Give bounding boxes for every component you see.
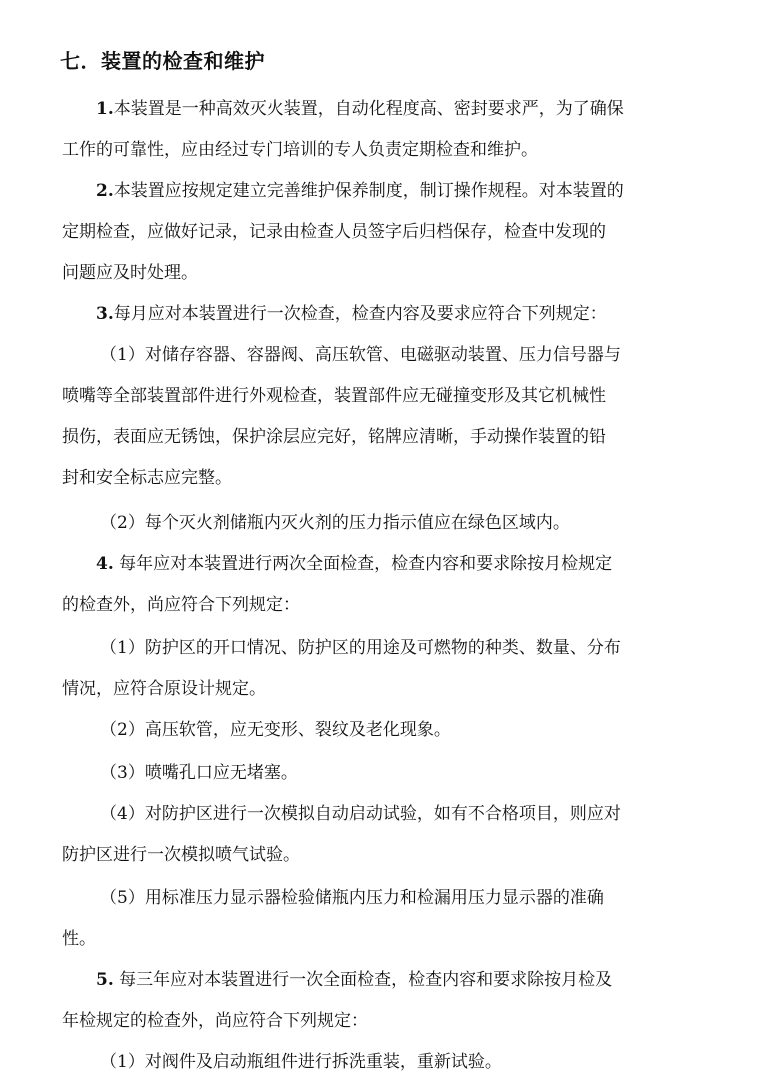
item-5-number: 5. [96, 970, 114, 990]
item-4-sub-2: （2）高压软管，应无变形、裂纹及老化现象。 [100, 720, 451, 740]
item-2-line-3: 问题应及时处理。 [62, 263, 198, 283]
item-1-number: 1. [96, 99, 114, 119]
item-5-text: 每三年应对本装置进行一次全面检查，检查内容和要求除按月检及 [113, 970, 613, 990]
item-4-sub-5-line-2: 性。 [62, 929, 96, 949]
item-5-line-1 [96, 967, 612, 993]
item-4-number: 4. [96, 554, 114, 574]
item-4-sub-1-line-2: 情况，应符合原设计规定。 [62, 679, 266, 699]
item-4-line-2: 的检查外，尚应符合下列规定： [62, 595, 300, 615]
item-4-line-1 [96, 551, 612, 577]
item-1-line-1 [96, 96, 624, 122]
item-4-sub-5-line-1: （5）用标准压力显示器检验储瓶内压力和检漏用压力显示器的准确 [100, 888, 604, 908]
item-4-text: 每年应对本装置进行两次全面检查，检查内容和要求除按月检规定 [113, 554, 613, 574]
item-2-text: 本装置应按规定建立完善维护保养制度，制订操作规程。对本装置的 [113, 181, 624, 201]
item-3-sub-1-line-4: 封和安全标志应完整。 [62, 468, 232, 488]
item-3-text: 每月应对本装置进行一次检查，检查内容及要求应符合下列规定： [113, 304, 607, 324]
item-2-number: 2. [96, 181, 114, 201]
item-5-sub-1: （1）对阀件及启动瓶组件进行拆洗重装，重新试验。 [100, 1052, 502, 1072]
item-3-number: 3. [96, 304, 114, 324]
item-4-sub-4-line-1: （4）对防护区进行一次模拟自动启动试验，如有不合格项目，则应对 [100, 804, 621, 824]
item-2-line-1 [96, 178, 624, 204]
item-3-line-1 [96, 301, 607, 327]
item-4-sub-4-line-2: 防护区进行一次模拟喷气试验。 [62, 845, 300, 865]
item-3-sub-1-line-2: 喷嘴等全部装置部件进行外观检查，装置部件应无碰撞变形及其它机械性 [62, 386, 606, 406]
item-2-line-2: 定期检查，应做好记录，记录由检查人员签字后归档保存，检查中发现的 [62, 222, 606, 242]
item-5-line-2: 年检规定的检查外，尚应符合下列规定： [62, 1011, 368, 1031]
section-heading: 七．装置的检查和维护 [60, 49, 265, 73]
item-3-sub-1-line-1: （1）对储存容器、容器阀、高压软管、电磁驱动装置、压力信号器与 [100, 345, 621, 365]
item-1-text: 本装置是一种高效灭火装置，自动化程度高、密封要求严，为了确保 [113, 99, 624, 119]
item-3-sub-2: （2）每个灭火剂储瓶内灭火剂的压力指示值应在绿色区域内。 [100, 513, 570, 533]
item-3-sub-1-line-3: 损伤，表面应无锈蚀，保护涂层应完好，铭牌应清晰，手动操作装置的铅 [62, 427, 606, 447]
item-4-sub-1-line-1: （1）防护区的开口情况、防护区的用途及可燃物的种类、数量、分布 [100, 638, 621, 658]
item-1-line-2: 工作的可靠性，应由经过专门培训的专人负责定期检查和维护。 [62, 140, 538, 160]
item-4-sub-3: （3）喷嘴孔口应无堵塞。 [100, 763, 298, 783]
